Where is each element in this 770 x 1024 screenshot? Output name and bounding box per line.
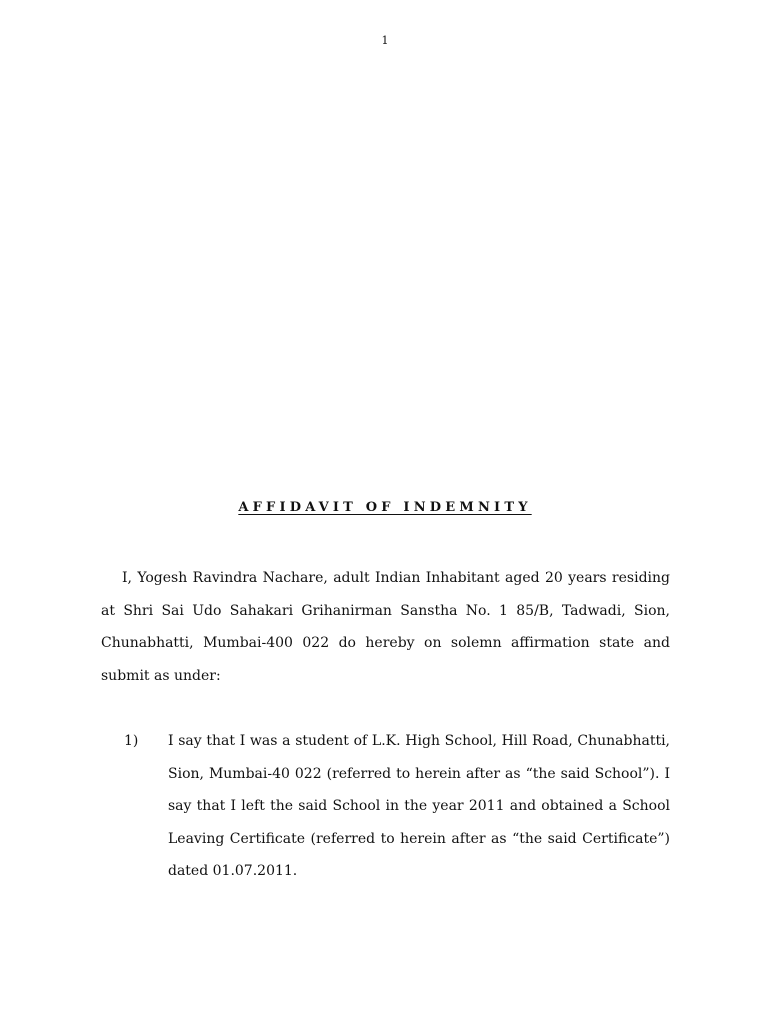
intro-paragraph: I, Yogesh Ravindra Nachare, adult Indian Inhabitant aged 20 years residing at Shri Sai Udo Sahakari Grihanirman Sanstha No. 1 85/B, Tadwadi, Sion, Chunabhatti, Mumbai-400 022 do hereby on solemn affirmation state and submit as under:: [101, 570, 670, 684]
clause-number: 1): [124, 733, 139, 749]
page-number: 1: [381, 34, 389, 47]
document-title: AFFIDAVIT OF INDEMNITY: [238, 500, 532, 515]
clause-text: I say that I was a student of L.K. High School, Hill Road, Chunabhatti, Sion, Mumbai-40 022 (referred to herein after as “the said School”). I say that I left the said School in the year 2011 and obtained a School Leaving Certificate (referred to herein after as “the said Certificate”) dated 01.07.2011.: [168, 733, 670, 879]
clause-1: [101, 725, 670, 888]
